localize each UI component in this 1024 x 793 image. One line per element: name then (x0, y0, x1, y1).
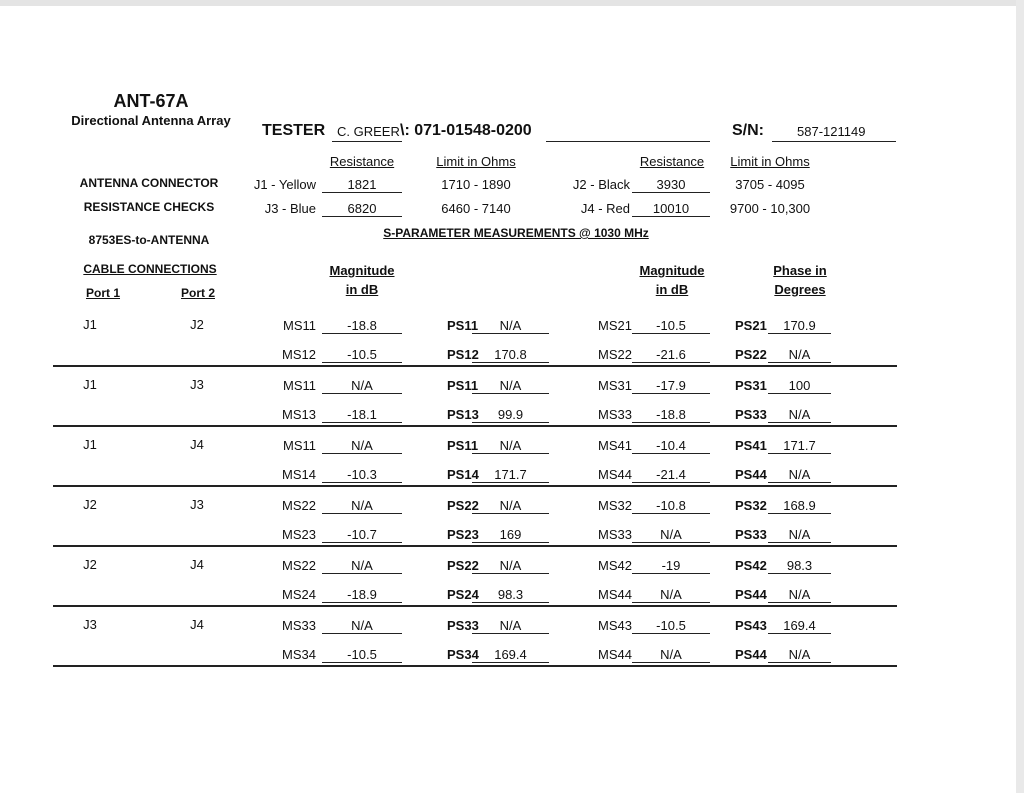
param-value: N/A (632, 527, 710, 543)
resistance-label-j3: J3 - Blue (264, 201, 316, 216)
param-value: N/A (472, 318, 549, 334)
param-value: -10.8 (632, 498, 710, 514)
param-value: N/A (472, 438, 549, 454)
param-name: MS43 (598, 618, 632, 633)
scan-top-edge (0, 0, 1024, 6)
param-value: -10.5 (632, 618, 710, 634)
group-divider (53, 545, 897, 547)
param-name: MS22 (598, 347, 632, 362)
scan-right-edge (1016, 0, 1024, 793)
param-name: PS14 (447, 467, 479, 482)
param-name: MS32 (598, 498, 632, 513)
connector-label: ANTENNA CONNECTOR (79, 176, 219, 190)
resistance-limit-j3: 6460 - 7140 (441, 201, 511, 216)
resistance-limit-j1: 1710 - 1890 (441, 177, 511, 192)
param-value: -18.9 (322, 587, 402, 603)
param-value: N/A (322, 438, 402, 454)
param-name: MS33 (282, 618, 316, 633)
param-name: PS22 (447, 558, 479, 573)
param-name: MS13 (282, 407, 316, 422)
port1-value: J1 (83, 317, 97, 332)
param-value: -18.8 (632, 407, 710, 423)
group-divider (53, 425, 897, 427)
port1-value: J2 (83, 557, 97, 572)
cable-connections-header: CABLE CONNECTIONS (83, 262, 217, 276)
resistance-label-j2: J2 - Black (572, 177, 630, 192)
resistance-value-j2: 3930 (632, 177, 710, 193)
param-name: PS32 (735, 498, 767, 513)
tester-value: C. GREER (337, 124, 400, 139)
resistance-limit-j2: 3705 - 4095 (735, 177, 805, 192)
param-value: 99.9 (472, 407, 549, 423)
param-value: -17.9 (632, 378, 710, 394)
param-name: PS41 (735, 438, 767, 453)
param-name: PS33 (735, 407, 767, 422)
param-value: N/A (768, 467, 831, 483)
param-name: PS43 (735, 618, 767, 633)
magnitude-unit-left: in dB (345, 282, 379, 297)
param-value: 169 (472, 527, 549, 543)
param-value: 169.4 (768, 618, 831, 634)
param-value: -18.8 (322, 318, 402, 334)
param-value: N/A (768, 407, 831, 423)
param-name: MS44 (598, 467, 632, 482)
param-name: MS22 (282, 558, 316, 573)
port2-value: J4 (190, 557, 204, 572)
param-value: N/A (322, 558, 402, 574)
param-name: PS23 (447, 527, 479, 542)
param-name: PS42 (735, 558, 767, 573)
param-name: MS23 (282, 527, 316, 542)
param-name: MS12 (282, 347, 316, 362)
param-name: PS21 (735, 318, 767, 333)
param-value: N/A (322, 618, 402, 634)
param-value: 100 (768, 378, 831, 394)
param-name: MS14 (282, 467, 316, 482)
resistance-value-j4: 10010 (632, 201, 710, 217)
port2-header: Port 2 (180, 286, 216, 300)
param-name: MS44 (598, 587, 632, 602)
param-value: -21.4 (632, 467, 710, 483)
param-value: N/A (768, 587, 831, 603)
param-value: N/A (768, 527, 831, 543)
param-value: -10.3 (322, 467, 402, 483)
serial-label: S/N: (732, 122, 764, 139)
param-name: MS33 (598, 407, 632, 422)
port2-value: J4 (190, 437, 204, 452)
resistance-label-j1: J1 - Yellow (253, 177, 316, 192)
param-value: N/A (632, 587, 710, 603)
group-divider (53, 485, 897, 487)
port1-header: Port 1 (85, 286, 121, 300)
param-value: -10.7 (322, 527, 402, 543)
param-value: 171.7 (768, 438, 831, 454)
param-value: -19 (632, 558, 710, 574)
checks-label: RESISTANCE CHECKS (83, 200, 215, 214)
param-value: 98.3 (768, 558, 831, 574)
resistance-value-j3: 6820 (322, 201, 402, 217)
param-value: N/A (322, 378, 402, 394)
sparam-title: S-PARAMETER MEASUREMENTS @ 1030 MHz (383, 226, 649, 240)
param-name: PS11 (447, 378, 479, 393)
param-value: 98.3 (472, 587, 549, 603)
param-name: MS34 (282, 647, 316, 662)
param-name: MS11 (283, 438, 316, 453)
param-name: MS11 (283, 378, 316, 393)
serial-value: 587-121149 (797, 124, 866, 139)
part-number: \: 071-01548-0200 (400, 122, 532, 139)
magnitude-header-right: Magnitude (639, 263, 705, 278)
part-number-underline (546, 141, 710, 142)
param-value: -10.4 (632, 438, 710, 454)
param-name: MS31 (598, 378, 632, 393)
param-value: N/A (768, 347, 831, 363)
model-description: Directional Antenna Array (71, 113, 231, 128)
port1-value: J1 (83, 437, 97, 452)
param-name: PS44 (735, 467, 767, 482)
param-value: -10.5 (632, 318, 710, 334)
path-label: 8753ES-to-ANTENNA (88, 233, 210, 247)
magnitude-header-left: Magnitude (329, 263, 395, 278)
resistance-label-j4: J4 - Red (580, 201, 630, 216)
param-name: PS33 (735, 527, 767, 542)
param-name: PS22 (735, 347, 767, 362)
param-name: PS44 (735, 587, 767, 602)
group-divider (53, 365, 897, 367)
param-name: PS44 (735, 647, 767, 662)
resistance-limit-j4: 9700 - 10,300 (729, 201, 811, 216)
magnitude-unit-right: in dB (655, 282, 689, 297)
param-value: -18.1 (322, 407, 402, 423)
param-name: PS11 (447, 438, 479, 453)
port1-value: J2 (83, 497, 97, 512)
param-value: 171.7 (472, 467, 549, 483)
resistance-value-j1: 1821 (322, 177, 402, 193)
param-name: MS41 (598, 438, 632, 453)
tester-label: TESTER (262, 122, 326, 139)
param-name: PS34 (447, 647, 479, 662)
param-value: 170.9 (768, 318, 831, 334)
phase-unit: Degrees (774, 282, 826, 297)
param-value: N/A (472, 618, 549, 634)
model-title: ANT-67A (113, 91, 189, 111)
port2-value: J3 (190, 497, 204, 512)
param-name: PS12 (447, 347, 479, 362)
limit-header-left: Limit in Ohms (436, 154, 516, 169)
param-value: N/A (472, 558, 549, 574)
param-name: PS13 (447, 407, 479, 422)
param-value: 169.4 (472, 647, 549, 663)
table-bottom-rule (53, 665, 897, 667)
param-value: -10.5 (322, 347, 402, 363)
param-name: MS11 (283, 318, 316, 333)
serial-underline (772, 141, 896, 142)
resistance-header-left: Resistance (329, 154, 395, 169)
param-value: N/A (632, 647, 710, 663)
group-divider (53, 605, 897, 607)
param-name: MS44 (598, 647, 632, 662)
port1-value: J1 (83, 377, 97, 392)
param-name: PS31 (735, 378, 767, 393)
limit-header-right: Limit in Ohms (730, 154, 810, 169)
param-value: -21.6 (632, 347, 710, 363)
phase-header: Phase in (773, 263, 827, 278)
param-name: MS21 (598, 318, 632, 333)
param-name: PS24 (447, 587, 479, 602)
param-name: MS22 (282, 498, 316, 513)
param-value: 170.8 (472, 347, 549, 363)
tester-underline (332, 141, 402, 142)
port2-value: J2 (190, 317, 204, 332)
resistance-header-right: Resistance (639, 154, 705, 169)
param-value: -10.5 (322, 647, 402, 663)
port1-value: J3 (83, 617, 97, 632)
param-name: PS33 (447, 618, 479, 633)
param-name: MS33 (598, 527, 632, 542)
param-name: MS42 (598, 558, 632, 573)
port2-value: J4 (190, 617, 204, 632)
param-name: MS24 (282, 587, 316, 602)
param-value: N/A (472, 378, 549, 394)
port2-value: J3 (190, 377, 204, 392)
param-value: N/A (322, 498, 402, 514)
param-name: PS11 (447, 318, 479, 333)
param-value: N/A (768, 647, 831, 663)
param-value: N/A (472, 498, 549, 514)
param-name: PS22 (447, 498, 479, 513)
param-value: 168.9 (768, 498, 831, 514)
